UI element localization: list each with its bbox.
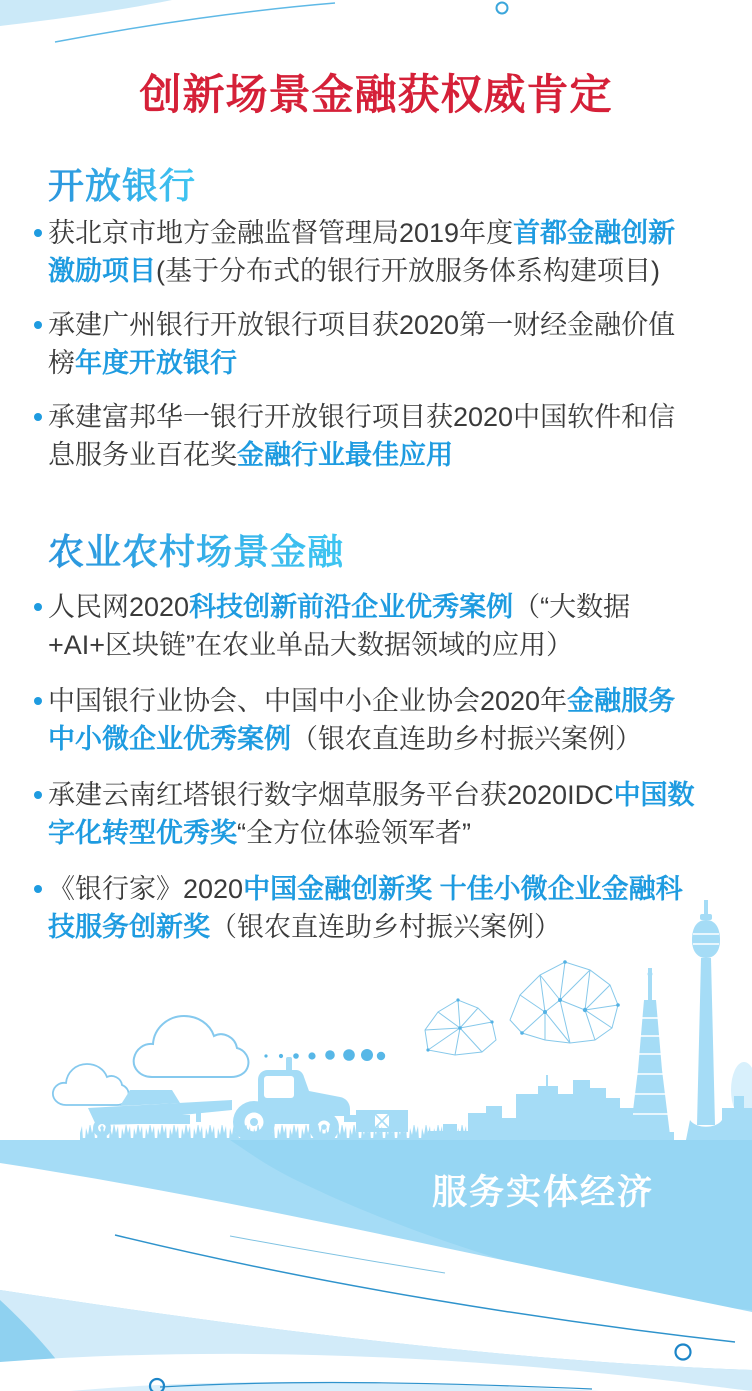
list-item [34, 682, 698, 758]
bullet-text: 承建富邦华一银行开放银行项目获2020中国软件和信息服务业百花奖金融行业最佳应用 [48, 402, 676, 470]
bullet-dot-icon [34, 697, 42, 705]
bullet-dot-icon [34, 229, 42, 237]
wireframe-cloud-icon [425, 960, 620, 1055]
list-item [34, 776, 698, 852]
tv-tower-icon [685, 900, 727, 1145]
bullet-text: 人民网2020科技创新前沿企业优秀案例（“大数据+AI+区块链”在农业单品大数据领域的应用） [48, 592, 631, 660]
list-item [34, 306, 698, 382]
lattice-tower-icon [626, 968, 674, 1145]
cloud-outline-icon [134, 1016, 249, 1077]
cloud-outline-icon [53, 1064, 129, 1105]
bullet-dot-icon [34, 413, 42, 421]
bullet-text: 《银行家》2020中国金融创新奖 十佳小微企业金融科技服务创新奖（银农直连助乡村振兴案例） [48, 874, 683, 942]
page-title: 创新场景金融获权威肯定 [139, 71, 613, 118]
city-skyline [428, 900, 752, 1145]
bullet-list-open-banking [34, 214, 698, 490]
list-item [34, 214, 698, 290]
section-heading-open-banking: 开放银行 [48, 158, 196, 209]
corner-wave [0, 0, 172, 26]
bullet-dot-icon [34, 603, 42, 611]
data-dots-icon [264, 1049, 385, 1061]
bullet-text: 获北京市地方金融监督管理局2019年度首都金融创新激励项目(基于分布式的银行开放服务体系构建项目) [48, 218, 676, 286]
bullet-text: 承建云南红塔银行数字烟草服务平台获2020IDC中国数字化转型优秀奖“全方位体验领军者” [48, 780, 695, 848]
bullet-dot-icon [34, 321, 42, 329]
bullet-dot-icon [34, 885, 42, 893]
bullet-dot-icon [34, 791, 42, 799]
section-heading-agriculture: 农业农村场景金融 [48, 524, 344, 575]
list-item [34, 588, 698, 664]
ring-icon [497, 3, 508, 14]
bullet-text: 中国银行业协会、中国中小企业协会2020年金融服务中小微企业优秀案例（银农直连助乡村振兴案例） [48, 686, 676, 754]
top-corner-decoration [0, 0, 752, 60]
footer-illustration [0, 900, 752, 1145]
footer-slogan: 服务实体经济 [432, 1173, 655, 1212]
list-item [34, 398, 698, 474]
bullet-text: 承建广州银行开放银行项目获2020第一财经金融价值榜年度开放银行 [48, 310, 676, 378]
